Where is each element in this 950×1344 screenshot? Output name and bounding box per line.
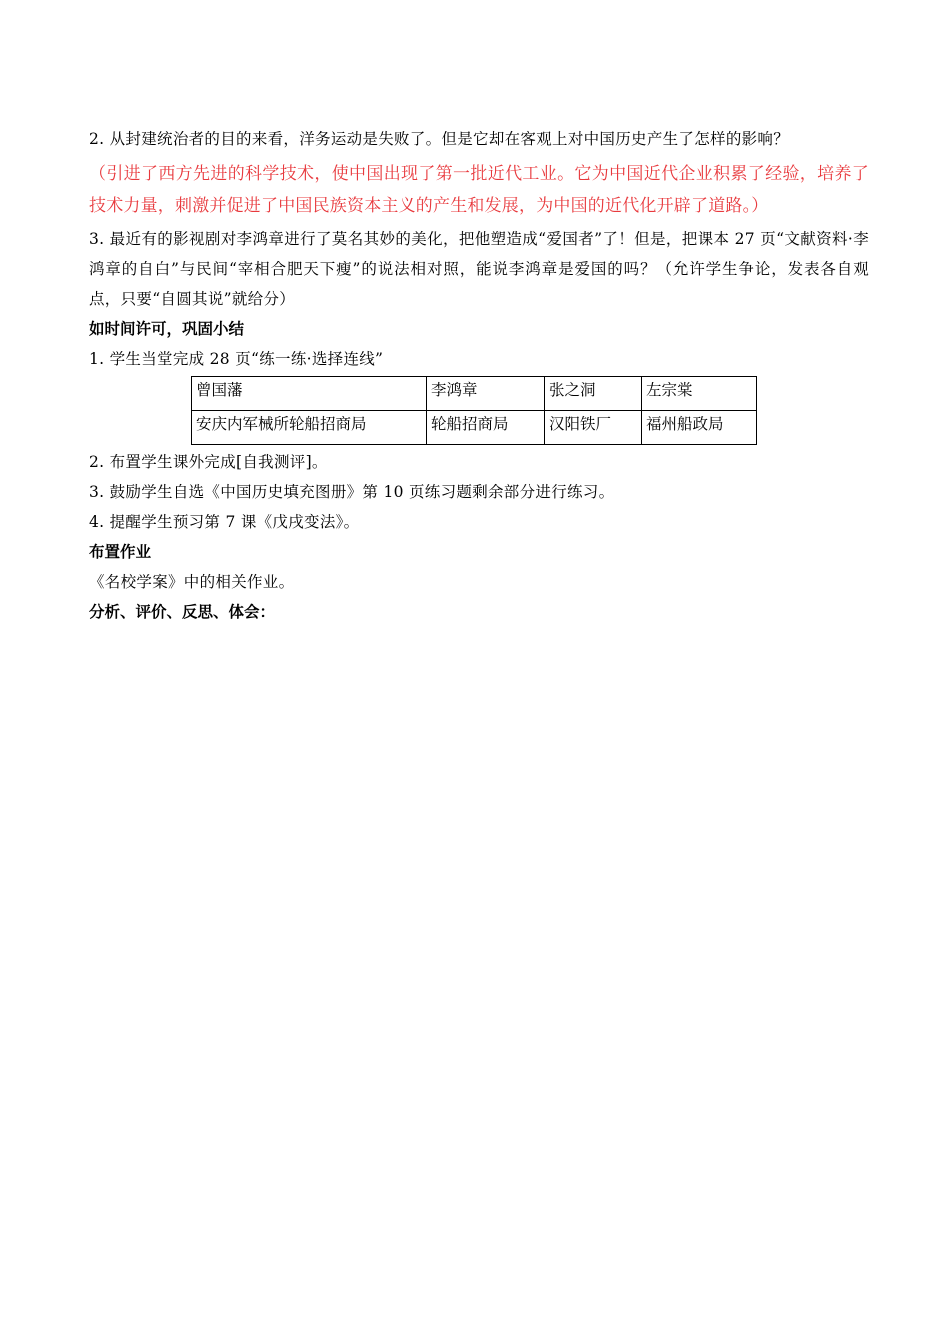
table-cell: 张之洞 (545, 377, 642, 411)
reflection-heading: 分析、评价、反思、体会： (89, 603, 276, 621)
summary-item-4: 4. 提醒学生预习第 7 课《戊戌变法》。 (89, 513, 360, 531)
summary-item-2: 2. 布置学生课外完成[自我测评]。 (89, 453, 328, 471)
table-row (192, 411, 757, 445)
document-body (89, 124, 869, 627)
table-cell: 左宗棠 (642, 377, 757, 411)
table-cell: 安庆内军械所轮船招商局 (192, 411, 427, 445)
table-cell: 李鸿章 (427, 377, 545, 411)
table-cell: 轮船招商局 (427, 411, 545, 445)
homework-heading: 布置作业 (89, 543, 152, 561)
answer-2: （引进了西方先进的科学技术，使中国出现了第一批近代工业。它为中国近代企业积累了经验，培养了技术力量，刺激并促进了中国民族资本主义的产生和发展，为中国的近代化开辟了道路。） (89, 164, 869, 216)
table-cell: 福州船政局 (642, 411, 757, 445)
summary-heading: 如时间许可，巩固小结 (89, 320, 245, 338)
summary-item-1: 1. 学生当堂完成 28 页“练一练·选择连线” (89, 350, 384, 368)
homework-text: 《名校学案》中的相关作业。 (89, 573, 295, 591)
question-3: 3. 最近有的影视剧对李鸿章进行了莫名其妙的美化，把他塑造成“爱国者”了！但是，把课本 27 页“文献资料·李鸿章的自白”与民间“宰相合肥天下瘦”的说法相对照，能说李鸿章是爱国的吗？（允许学生争论，发表各自观点，只要“自圆其说”就给分） (89, 230, 869, 308)
table-cell: 曾国藩 (192, 377, 427, 411)
table-row (192, 377, 757, 411)
question-2: 2. 从封建统治者的目的来看，洋务运动是失败了。但是它却在客观上对中国历史产生了怎样的影响？ (89, 130, 790, 148)
matching-table (191, 376, 757, 445)
table-cell: 汉阳铁厂 (545, 411, 642, 445)
summary-item-3: 3. 鼓励学生自选《中国历史填充图册》第 10 页练习题剩余部分进行练习。 (89, 483, 615, 501)
